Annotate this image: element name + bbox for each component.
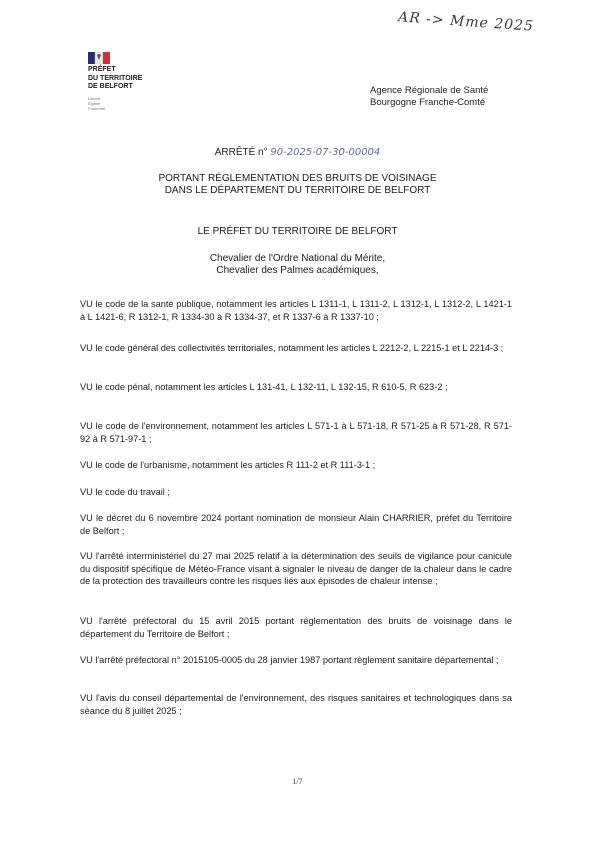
chevalier-line: Chevalier de l'Ordre National du Mérite, [209, 253, 386, 264]
prefet-line: DU TERRITOIRE [88, 74, 143, 82]
agence-line: Bourgogne Franche-Comté [370, 97, 486, 108]
vu-paragraph: VU le code pénal, notamment les articles L 131-41, L 132-11, L 132-15, R 610-5, R 623-2 ; [80, 382, 448, 392]
vu-paragraph: VU l'avis du conseil départemental de l'environnement, des risques sanitaires et technologiques dans sa séance du 8 juillet 2025 ; [80, 693, 512, 716]
vu-paragraph: VU l'arrêté préfectoral n° 2015105-0005 du 28 janvier 1987 portant règlement sanitaire départemental ; [80, 655, 499, 665]
arrete-label: ARRÊTÉ n° [214, 147, 268, 158]
arrete-heading [0, 147, 595, 158]
vu-paragraph: VU l'arrêté interministériel du 27 mai 2025 relatif à la détermination des seuils de vigilance pour canicule du dispositif spécifique de Météo-France visant à signaler le niveau de danger de la chaleur dans le cadre de la protection des travailleurs contre les risques liés aux épisodes de chaleur intense ; [80, 551, 512, 586]
prefet-title: LE PRÉFET DU TERRITOIRE DE BELFORT [197, 226, 398, 237]
marianne-logo [88, 52, 110, 64]
devise-line: Égalité [88, 101, 101, 106]
vu-paragraph: VU l'arrêté préfectoral du 15 avril 2015 portant réglementation des bruits de voisinage dans le département du Territoire de Belfort ; [80, 616, 512, 639]
prefet-block [88, 66, 142, 92]
chevalier-line: Chevalier des Palmes académiques, [216, 265, 379, 276]
chevalier-block [0, 253, 595, 277]
page-number: 1/7 [292, 777, 303, 786]
handwritten-annotation: AR -> Mme 2025 [397, 9, 535, 35]
vu-paragraph: VU le code général des collectivités territoriales, notamment les articles L 2212-2, L 2215-1 et L 2214-3 ; [80, 343, 504, 353]
prefet-line: DE BELFORT [88, 83, 133, 90]
devise-line: Liberté [88, 96, 101, 101]
agence-line: Agence Régionale de Santé [370, 85, 489, 96]
vu-paragraph: VU le code de l'environnement, notamment les articles L 571-1 à L 571-18, R 571-25 à R 571-28, R 571-92 à R 571-97-1 ; [80, 421, 512, 444]
devise [88, 96, 105, 111]
vu-paragraph: VU le code de l'urbanisme, notamment les articles R 111-2 et R 111-3-1 ; [80, 460, 376, 470]
vu-paragraph: VU le décret du 6 novembre 2024 portant nomination de monsieur Alain CHARRIER, préfet du Territoire de Belfort ; [80, 513, 512, 536]
arrete-number: 90-2025-07-30-00004 [270, 147, 381, 158]
prefet-line: PRÉFET [88, 66, 116, 73]
devise-line: Fraternité [88, 106, 106, 111]
title-line: DANS LE DÉPARTEMENT DU TERRITOIRE DE BELFORT [164, 185, 431, 196]
vu-paragraph: VU le code du travail ; [80, 487, 170, 497]
vu-paragraph: VU le code de la santé publique, notamment les articles L 1311-1, L 1311-2, L 1312-1, L 1312-2, L 1421-1 à L 1421-6, R 1312-1, R 1334-30 à R 1334-37, et R 1337-6 à R 1337-10 ; [80, 299, 512, 322]
document-title [0, 173, 595, 197]
title-line: PORTANT RÉGLEMENTATION DES BRUITS DE VOISINAGE [158, 173, 437, 184]
agence-block [370, 85, 488, 109]
